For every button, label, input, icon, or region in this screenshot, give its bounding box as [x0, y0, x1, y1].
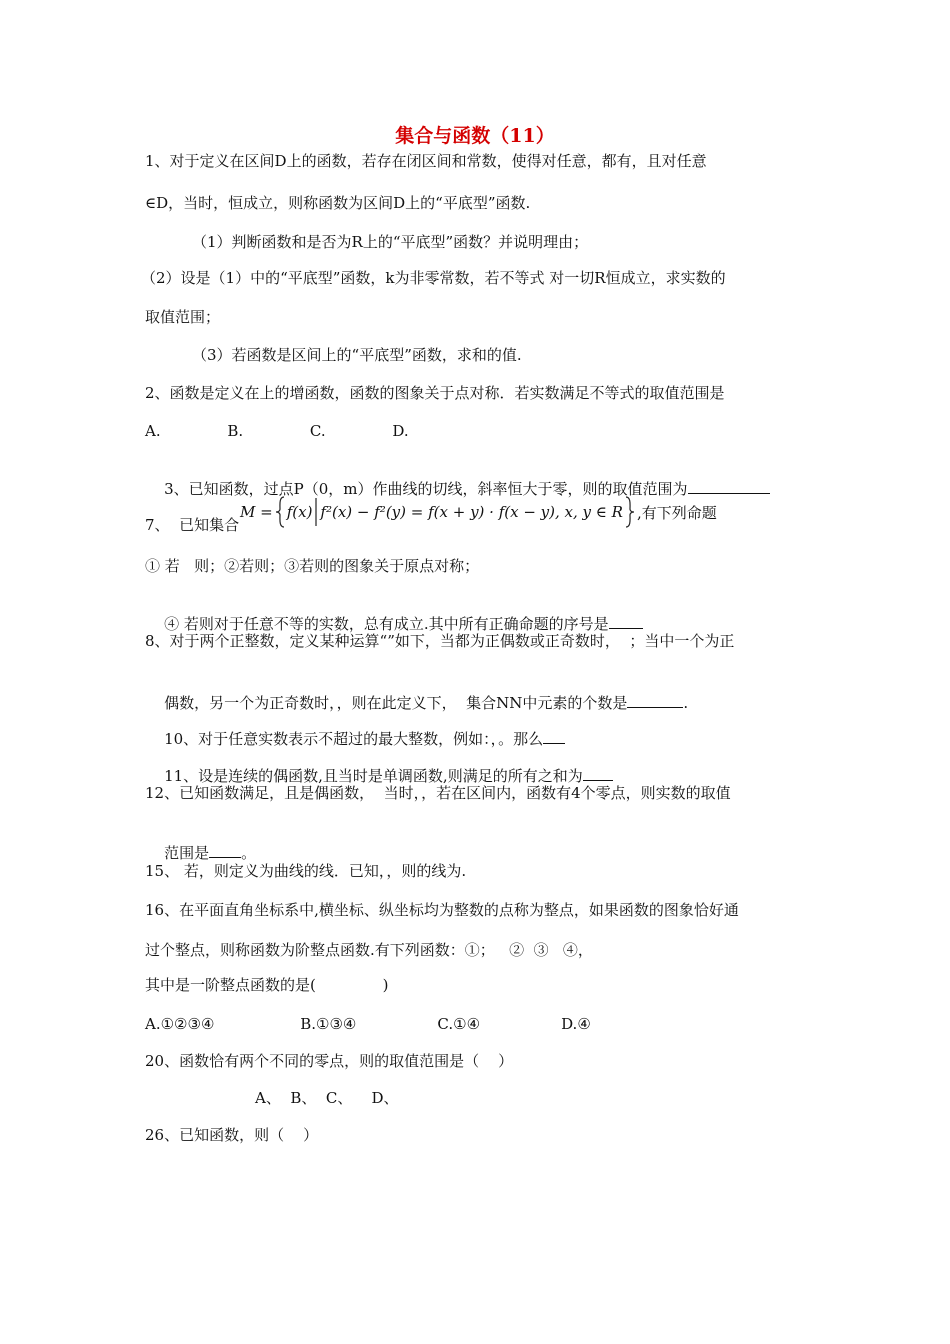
q1-part1: （1）判断函数和是否为R上的“平底型”函数？并说明理由； — [192, 233, 589, 251]
formula-lhs: M = — [240, 503, 273, 521]
left-brace — [273, 495, 287, 529]
q16-stem: 16、在平面直角坐标系中,横坐标、纵坐标均为整数的点称为整点，如果函数的图象恰好通 — [145, 901, 739, 919]
q16-question: 其中是一阶整点函数的是( ) — [145, 976, 389, 994]
answer-blank — [609, 614, 643, 629]
q2-stem: 2、函数是定义在上的增函数，函数的图象关于点对称．若实数满足不等式的取值范围是 — [145, 384, 725, 402]
q11-text: 11、设是连续的偶函数,且当时是单调函数,则满足的所有之和为 — [164, 767, 583, 785]
q10-text: 10、对于任意实数表示不超过的最大整数，例如：，。那么 — [164, 730, 544, 748]
q20-options: A、 B、 C、 D、 — [255, 1089, 399, 1107]
q16-options: A.①②③④ B.①③④ C.①④ D.④ — [145, 1015, 591, 1033]
answer-blank — [688, 479, 770, 494]
q1-line2: ∈D，当时，恒成立，则称函数为区间D上的“平底型”函数. — [145, 194, 531, 212]
q1-part2-cont: 取值范围； — [145, 308, 221, 326]
q8-stem: 8、对于两个正整数，定义某种运算“”如下，当都为正偶数或正奇数时， ；当中一个为正 — [145, 632, 735, 650]
q7-stem: 7、 已知集合 — [145, 516, 240, 534]
answer-blank — [583, 766, 613, 781]
q12-text: 范围是 — [164, 844, 210, 862]
q7-item-1: ① 若 则；②若则；③若则的图象关于原点对称； — [145, 557, 480, 575]
formula-after: ,有下列命题 — [636, 503, 717, 522]
q8-period: . — [683, 694, 689, 712]
q1-part2: （2）设是（1）中的“平底型”函数，k为非零常数，若不等式 对一切R恒成立，求实数的 — [141, 269, 726, 287]
q12-stem: 12、已知函数满足，且是偶函数， 当时，，若在区间内，函数有4个零点，则实数的取值 — [145, 784, 731, 802]
q2-options: A. B. C. D. — [145, 422, 409, 440]
q16-cont: 过个整点，则称函数为阶整点函数.有下列函数：①； ② ③ ④， — [145, 941, 593, 959]
q12-end: 。 — [241, 844, 257, 862]
q15-stem: 15、 若，则定义为曲线的线．已知，，则的线为. — [145, 862, 467, 880]
answer-blank — [543, 729, 565, 744]
right-brace — [623, 495, 637, 529]
formula-element: f(x) — [286, 503, 313, 521]
q26-stem: 26、已知函数，则（ ） — [145, 1126, 319, 1144]
q8-text: 偶数，另一个为正奇数时，，则在此定义下， 集合NN中元素的个数是 — [164, 694, 628, 712]
formula-condition: f²(x) − f²(y) = f(x + y) · f(x − y), x, y ∈ R — [320, 503, 623, 521]
q20-stem: 20、函数恰有两个不同的零点，则的取值范围是（ ） — [145, 1052, 514, 1070]
q7-item-2-text: ④ 若则对于任意不等的实数，总有成立.其中所有正确命题的序号是 — [164, 615, 609, 633]
q1-line1: 1、对于定义在区间D上的函数，若存在闭区间和常数，使得对任意，都有，且对任意 — [145, 152, 707, 170]
answer-blank — [209, 843, 241, 858]
q3-text: 3、已知函数，过点P（0，m）作曲线的切线，斜率恒大于零，则的取值范围为 — [164, 480, 688, 498]
q1-part3: （3）若函数是区间上的“平底型”函数，求和的值. — [192, 346, 522, 364]
answer-blank — [627, 693, 683, 708]
set-formula — [240, 494, 717, 530]
page-title: 集合与函数（11） — [395, 125, 555, 147]
